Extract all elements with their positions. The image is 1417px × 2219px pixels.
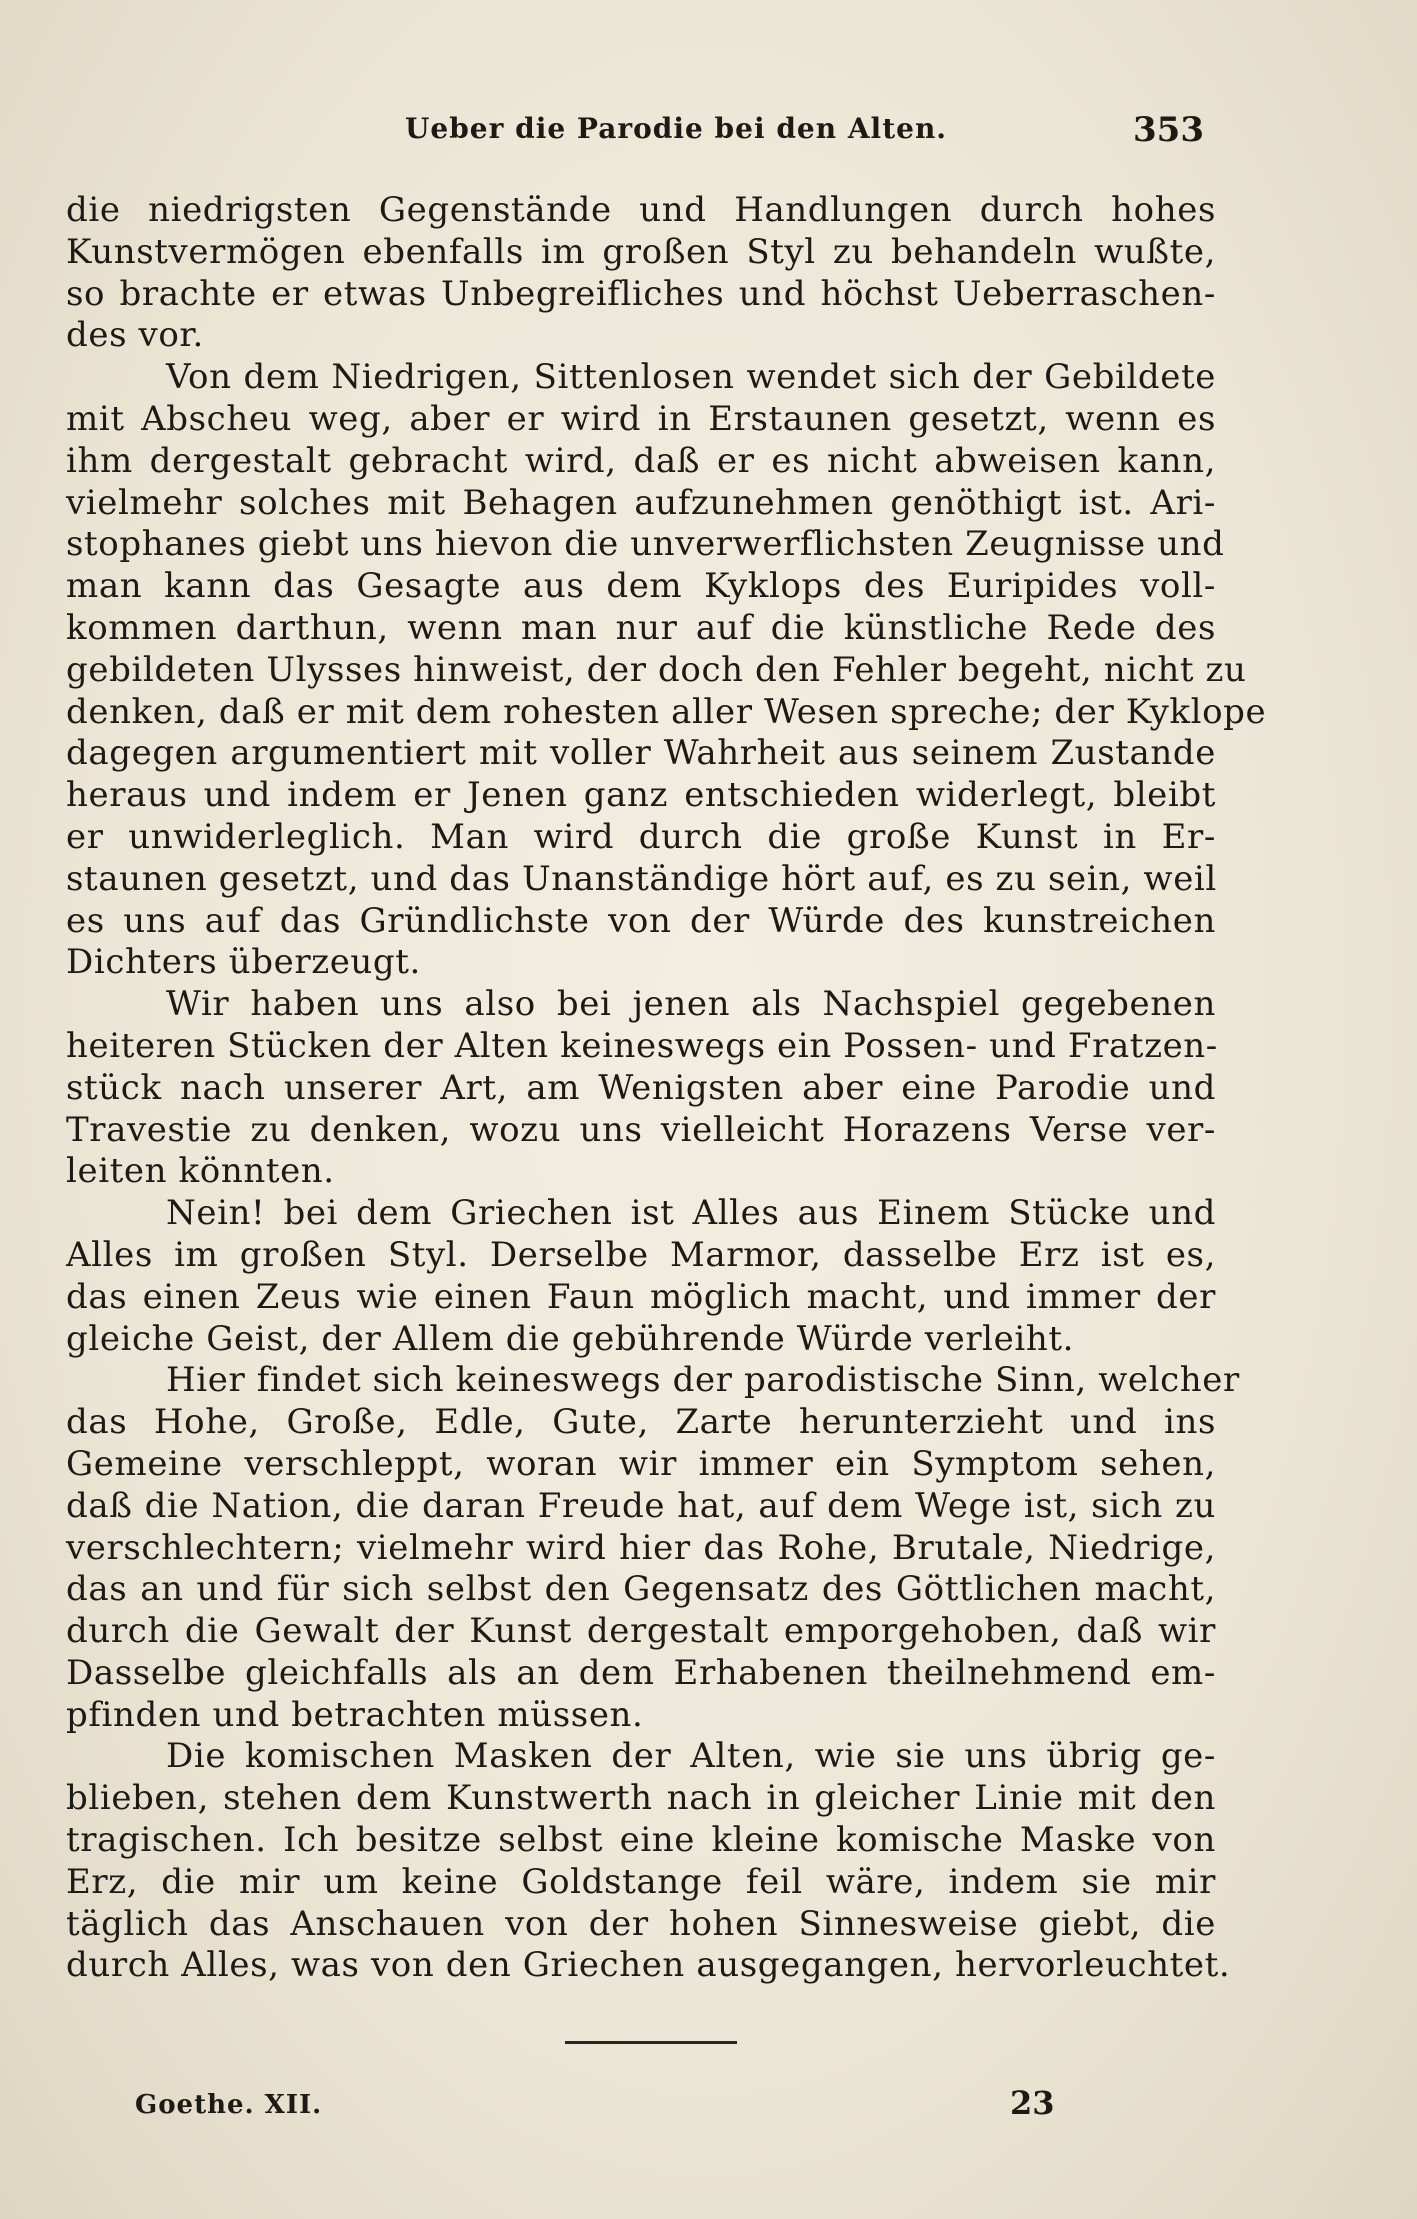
section-divider: [565, 2041, 737, 2044]
text-line: pfinden und betrachten müssen.: [66, 1694, 644, 1735]
text-line: durch die Gewalt der Kunst dergestalt emporgehoben, daß wir: [66, 1611, 1216, 1652]
sheet-number: 23: [1010, 2084, 1055, 2122]
text-line: man kann das Gesagte aus dem Kyklops des Euripides voll-: [66, 566, 1216, 607]
text-line: leiten könnten.: [66, 1151, 335, 1192]
text-line: er unwiderleglich. Man wird durch die große Kunst in Er-: [66, 816, 1216, 857]
text-line: Erz, die mir um keine Goldstange feil wäre, indem sie mir: [66, 1861, 1216, 1902]
text-line: stophanes giebt uns hievon die unverwerflichsten Zeugnisse und: [66, 524, 1225, 565]
text-line: Gemeine verschleppt, woran wir immer ein Symptom sehen,: [66, 1443, 1216, 1484]
text-line: heiteren Stücken der Alten keineswegs ein Possen- und Fratzen-: [66, 1025, 1218, 1066]
text-line: Kunstvermögen ebenfalls im großen Styl zu behandeln wußte,: [66, 231, 1216, 272]
text-line: durch Alles, was von den Griechen ausgegangen, hervorleuchtet.: [66, 1945, 1231, 1986]
text-line: blieben, stehen dem Kunstwerth nach in gleicher Linie mit den: [66, 1778, 1216, 1819]
text-line: Hier findet sich keineswegs der parodistische Sinn, welcher: [166, 1360, 1240, 1401]
printer-signature: Goethe. XII.: [135, 2090, 323, 2120]
page-number: 353: [1133, 110, 1204, 150]
text-line: Wir haben uns also bei jenen als Nachspiel gegebenen: [166, 984, 1216, 1025]
running-title: Ueber die Parodie bei den Alten.: [405, 112, 948, 145]
text-line: ihm dergestalt gebracht wird, daß er es nicht abweisen kann,: [66, 440, 1216, 481]
text-line: es uns auf das Gründlichste von der Würde des kunstreichen: [66, 900, 1216, 941]
text-line: das Hohe, Große, Edle, Gute, Zarte herunterzieht und ins: [66, 1402, 1216, 1443]
text-line: Dichters überzeugt.: [66, 942, 421, 983]
text-line: die niedrigsten Gegenstände und Handlungen durch hohes: [66, 190, 1216, 230]
page-footer: [0, 2084, 1417, 2124]
text-line: das einen Zeus wie einen Faun möglich macht, und immer der: [66, 1276, 1216, 1317]
text-line: täglich das Anschauen von der hohen Sinnesweise giebt, die: [66, 1903, 1216, 1944]
text-line: das an und für sich selbst den Gegensatz des Göttlichen macht,: [66, 1569, 1216, 1610]
text-line: gleiche Geist, der Allem die gebührende Würde verleiht.: [66, 1318, 1075, 1359]
text-line: Nein! bei dem Griechen ist Alles aus Einem Stücke und: [166, 1193, 1216, 1234]
body-text: [66, 190, 1267, 1987]
text-line: des vor.: [66, 315, 204, 356]
text-line: daß die Nation, die daran Freude hat, auf dem Wege ist, sich zu: [66, 1485, 1216, 1526]
text-line: dagegen argumentiert mit voller Wahrheit aus seinem Zustande: [66, 733, 1216, 774]
text-line: Travestie zu denken, wozu uns vielleicht Horazens Verse ver-: [66, 1109, 1216, 1150]
text-line: stück nach unserer Art, am Wenigsten aber eine Parodie und: [66, 1067, 1216, 1108]
text-line: heraus und indem er Jenen ganz entschieden widerlegt, bleibt: [66, 775, 1216, 816]
text-line: Die komischen Masken der Alten, wie sie uns übrig ge-: [166, 1736, 1216, 1777]
text-line: Von dem Niedrigen, Sittenlosen wendet sich der Gebildete: [166, 357, 1216, 398]
text-line: denken, daß er mit dem rohesten aller Wesen spreche; der Kyklope: [66, 691, 1267, 732]
text-line: so brachte er etwas Unbegreifliches und höchst Ueberraschen-: [66, 273, 1216, 314]
text-line: vielmehr solches mit Behagen aufzunehmen genöthigt ist. Ari-: [66, 482, 1216, 523]
text-line: verschlechtern; vielmehr wird hier das Rohe, Brutale, Niedrige,: [66, 1527, 1216, 1568]
text-line: mit Abscheu weg, aber er wird in Erstaunen gesetzt, wenn es: [66, 398, 1216, 439]
text-line: staunen gesetzt, und das Unanständige hört auf, es zu sein, weil: [66, 858, 1217, 899]
running-head: [0, 112, 1417, 156]
text-line: Alles im großen Styl. Derselbe Marmor, dasselbe Erz ist es,: [66, 1234, 1216, 1275]
text-line: kommen darthun, wenn man nur auf die künstliche Rede des: [66, 607, 1216, 648]
text-line: gebildeten Ulysses hinweist, der doch den Fehler begeht, nicht zu: [66, 649, 1247, 690]
text-line: tragischen. Ich besitze selbst eine kleine komische Maske von: [66, 1820, 1216, 1861]
text-line: Dasselbe gleichfalls als an dem Erhabenen theilnehmend em-: [66, 1652, 1216, 1693]
